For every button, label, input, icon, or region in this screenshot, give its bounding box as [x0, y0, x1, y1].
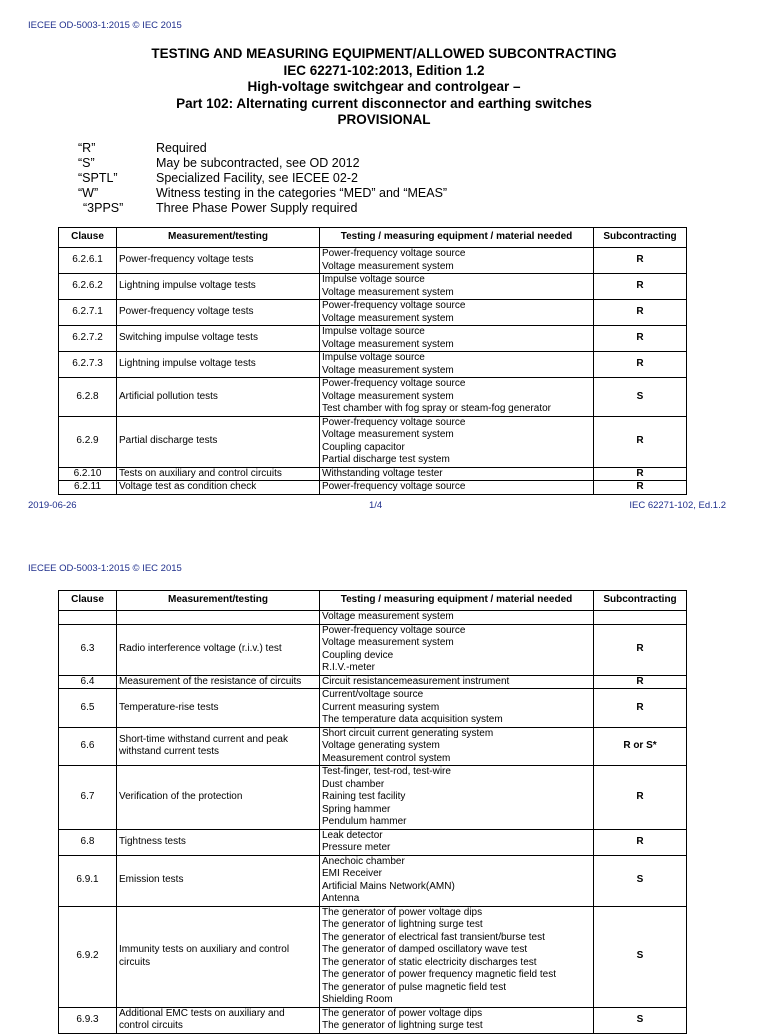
measurement-cell: Additional EMC tests on auxiliary and control circuits [117, 1007, 320, 1033]
clause-cell: 6.9.3 [59, 1007, 117, 1033]
equipment-item: Test chamber with fog spray or steam-fog generator [322, 403, 551, 414]
clause-cell: 6.2.8 [59, 378, 117, 417]
equipment-item: The generator of electrical fast transient/burse test [322, 931, 545, 943]
footer-reference: IEC 62271-102, Ed.1.2 [629, 500, 726, 511]
equipment-item: The generator of static electricity discharges test [322, 956, 537, 968]
table-body [59, 248, 687, 495]
clause-cell: 6.2.6.2 [59, 274, 117, 300]
equipment-item: Partial discharge test system [322, 454, 450, 465]
legend-code: “SPTL” [78, 171, 118, 185]
table-row [59, 467, 687, 481]
subcontracting-cell: R [594, 467, 687, 481]
title-line: TESTING AND MEASURING EQUIPMENT/ALLOWED SUBCONTRACTING [151, 46, 617, 61]
equipment-item: Current measuring system [322, 701, 440, 713]
subcontracting-cell: R [594, 274, 687, 300]
equipment-item: Pendulum hammer [322, 816, 407, 827]
measurement-cell: Short-time withstand current and peak withstand current tests [117, 727, 320, 766]
header-measurement: Measurement/testing [117, 228, 320, 248]
table-row [59, 300, 687, 326]
measurement-cell: Measurement of the resistance of circuits [117, 675, 320, 689]
measurement-cell [117, 611, 320, 625]
equipment-table-page1 [58, 227, 687, 495]
legend-desc: Witness testing in the categories “MED” and “MEAS” [156, 186, 448, 200]
measurement-cell: Radio interference voltage (r.i.v.) test [117, 624, 320, 675]
header-clause: Clause [59, 228, 117, 248]
subcontracting-cell: S [594, 1007, 687, 1033]
equipment-item: Voltage measurement system [322, 429, 454, 440]
equipment-cell [320, 467, 594, 481]
equipment-item: EMI Receiver [322, 868, 383, 879]
clause-cell: 6.2.7.1 [59, 300, 117, 326]
measurement-cell: Artificial pollution tests [117, 378, 320, 417]
equipment-cell [320, 416, 594, 467]
table-row [59, 416, 687, 467]
equipment-cell [320, 675, 594, 689]
equipment-item: Voltage measurement system [322, 611, 454, 622]
legend-row [78, 171, 447, 186]
subcontracting-cell: R [594, 689, 687, 728]
equipment-item: The generator of pulse magnetic field test [322, 981, 506, 993]
equipment-cell [320, 766, 594, 830]
equipment-item: R.I.V.-meter [322, 662, 375, 673]
equipment-item: Test-finger, test-rod, test-wire [322, 766, 451, 777]
equipment-item: Circuit resistancemeasurement instrument [322, 675, 510, 687]
footer-date: 2019-06-26 [28, 500, 77, 511]
clause-cell: 6.2.9 [59, 416, 117, 467]
page-header: IECEE OD-5003-1:2015 © IEC 2015 [28, 563, 182, 574]
equipment-cell [320, 624, 594, 675]
clause-cell: 6.4 [59, 675, 117, 689]
equipment-item: Power-frequency voltage source [322, 624, 466, 636]
clause-cell: 6.2.10 [59, 467, 117, 481]
footer-page-number: 1/4 [369, 500, 383, 511]
equipment-item: The temperature data acquisition system [322, 714, 503, 725]
equipment-cell [320, 352, 594, 378]
header-subcontracting: Subcontracting [594, 591, 687, 611]
clause-cell [59, 611, 117, 625]
subcontracting-cell: R [594, 766, 687, 830]
table-row [59, 378, 687, 417]
equipment-cell [320, 611, 594, 625]
equipment-item: Voltage generating system [322, 740, 440, 751]
equipment-cell [320, 300, 594, 326]
table-body [59, 611, 687, 1034]
clause-cell: 6.7 [59, 766, 117, 830]
equipment-item: Power-frequency voltage source [322, 481, 466, 492]
table-row [59, 855, 687, 906]
equipment-item: Coupling capacitor [322, 441, 405, 453]
subcontracting-cell: R [594, 829, 687, 855]
measurement-cell: Voltage test as condition check [117, 481, 320, 495]
title-line: PROVISIONAL [337, 112, 431, 127]
equipment-cell [320, 248, 594, 274]
legend-row [78, 156, 447, 171]
measurement-cell: Tightness tests [117, 829, 320, 855]
subcontracting-cell: R [594, 624, 687, 675]
equipment-item: Voltage measurement system [322, 260, 454, 272]
measurement-cell: Emission tests [117, 855, 320, 906]
title-line: IEC 62271-102:2013, Edition 1.2 [283, 62, 485, 78]
equipment-item: The generator of lightning surge test [322, 919, 483, 930]
equipment-item: Short circuit current generating system [322, 727, 494, 739]
measurement-cell: Temperature-rise tests [117, 689, 320, 728]
clause-cell: 6.2.7.2 [59, 326, 117, 352]
equipment-cell [320, 727, 594, 766]
equipment-item: Measurement control system [322, 752, 451, 764]
table-row [59, 689, 687, 728]
equipment-item: Artificial Mains Network(AMN) [322, 880, 455, 892]
title-line: Part 102: Alternating current disconnector and earthing switches [176, 95, 592, 111]
equipment-item: Power-frequency voltage source [322, 416, 466, 428]
equipment-item: Coupling device [322, 649, 394, 661]
clause-cell: 6.8 [59, 829, 117, 855]
equipment-item: Voltage measurement system [322, 286, 454, 298]
clause-cell: 6.2.6.1 [59, 248, 117, 274]
table-row [59, 326, 687, 352]
equipment-item: Voltage measurement system [322, 364, 454, 376]
equipment-cell [320, 1007, 594, 1033]
equipment-item: Voltage measurement system [322, 312, 454, 324]
legend-desc: Three Phase Power Supply required [156, 201, 358, 215]
clause-cell: 6.2.7.3 [59, 352, 117, 378]
measurement-cell: Power-frequency voltage tests [117, 300, 320, 326]
equipment-item: Shielding Room [322, 994, 393, 1005]
measurement-cell: Switching impulse voltage tests [117, 326, 320, 352]
measurement-cell: Lightning impulse voltage tests [117, 274, 320, 300]
clause-cell: 6.5 [59, 689, 117, 728]
equipment-item: Spring hammer [322, 803, 391, 815]
equipment-cell [320, 829, 594, 855]
subcontracting-cell: S [594, 906, 687, 1007]
table-header-row [59, 591, 687, 611]
legend-row [78, 186, 447, 201]
subcontracting-cell: R [594, 248, 687, 274]
equipment-item: Voltage measurement system [322, 390, 454, 402]
table-row [59, 481, 687, 495]
legend-code: “3PPS” [83, 201, 124, 215]
header-equipment: Testing / measuring equipment / material needed [320, 591, 594, 611]
legend-desc: Specialized Facility, see IECEE 02-2 [156, 171, 358, 185]
subcontracting-cell [594, 611, 687, 625]
header-equipment: Testing / measuring equipment / material needed [320, 228, 594, 248]
equipment-cell [320, 689, 594, 728]
table-row [59, 352, 687, 378]
equipment-cell [320, 906, 594, 1007]
legend-code: “R” [78, 141, 96, 155]
equipment-item: Voltage measurement system [322, 637, 454, 648]
clause-cell: 6.9.2 [59, 906, 117, 1007]
header-subcontracting: Subcontracting [594, 228, 687, 248]
subcontracting-cell: S [594, 855, 687, 906]
measurement-cell: Partial discharge tests [117, 416, 320, 467]
header-measurement: Measurement/testing [117, 591, 320, 611]
equipment-item: The generator of power voltage dips [322, 1007, 483, 1019]
clause-cell: 6.3 [59, 624, 117, 675]
measurement-cell: Verification of the protection [117, 766, 320, 830]
equipment-item: Raining test facility [322, 791, 406, 802]
table-row [59, 1007, 687, 1033]
equipment-item: Impulse voltage source [322, 274, 425, 285]
table-row [59, 829, 687, 855]
legend-row [78, 201, 447, 216]
legend-row [78, 141, 447, 156]
table-row [59, 766, 687, 830]
subcontracting-cell: R [594, 300, 687, 326]
equipment-item: Anechoic chamber [322, 855, 405, 867]
equipment-item: Power-frequency voltage source [322, 378, 466, 389]
equipment-cell [320, 855, 594, 906]
equipment-item: The generator of power voltage dips [322, 906, 483, 918]
clause-cell: 6.6 [59, 727, 117, 766]
header-clause: Clause [59, 591, 117, 611]
table-row [59, 248, 687, 274]
subcontracting-cell: R or S* [594, 727, 687, 766]
table-row [59, 611, 687, 625]
subcontracting-cell: S [594, 378, 687, 417]
subcontracting-cell: R [594, 326, 687, 352]
equipment-item: Current/voltage source [322, 689, 424, 700]
title-line: High-voltage switchgear and controlgear – [247, 79, 521, 94]
table-row [59, 727, 687, 766]
legend-desc: Required [156, 141, 207, 155]
equipment-cell [320, 378, 594, 417]
legend-code: “W” [78, 186, 99, 200]
equipment-item: Pressure meter [322, 842, 391, 853]
table-row [59, 906, 687, 1007]
equipment-item: Leak detector [322, 829, 383, 841]
equipment-item: The generator of lightning surge test [322, 1020, 483, 1031]
equipment-item: Power-frequency voltage source [322, 248, 466, 259]
equipment-item: Dust chamber [322, 778, 385, 790]
table-row [59, 274, 687, 300]
equipment-item: Impulse voltage source [322, 352, 425, 363]
document-title [0, 46, 768, 129]
subcontracting-cell: R [594, 352, 687, 378]
equipment-item: Withstanding voltage tester [322, 467, 443, 479]
equipment-cell [320, 326, 594, 352]
legend-desc: May be subcontracted, see OD 2012 [156, 156, 360, 170]
equipment-item: Impulse voltage source [322, 326, 425, 337]
measurement-cell: Power-frequency voltage tests [117, 248, 320, 274]
legend-code: “S” [78, 156, 95, 170]
clause-cell: 6.9.1 [59, 855, 117, 906]
table-header-row [59, 228, 687, 248]
equipment-item: Voltage measurement system [322, 338, 454, 350]
subcontracting-cell: R [594, 481, 687, 495]
equipment-item: Power-frequency voltage source [322, 300, 466, 311]
page-header: IECEE OD-5003-1:2015 © IEC 2015 [28, 20, 182, 31]
equipment-item: The generator of power frequency magnetic field test [322, 969, 557, 980]
equipment-table-page2 [58, 590, 687, 1034]
subcontracting-cell: R [594, 416, 687, 467]
equipment-cell [320, 481, 594, 495]
equipment-cell [320, 274, 594, 300]
equipment-item: Antenna [322, 893, 360, 904]
table-row [59, 624, 687, 675]
clause-cell: 6.2.11 [59, 481, 117, 495]
legend [78, 141, 447, 216]
table-row [59, 675, 687, 689]
measurement-cell: Immunity tests on auxiliary and control circuits [117, 906, 320, 1007]
measurement-cell: Tests on auxiliary and control circuits [117, 467, 320, 481]
equipment-item: The generator of damped oscillatory wave test [322, 944, 528, 955]
subcontracting-cell: R [594, 675, 687, 689]
measurement-cell: Lightning impulse voltage tests [117, 352, 320, 378]
